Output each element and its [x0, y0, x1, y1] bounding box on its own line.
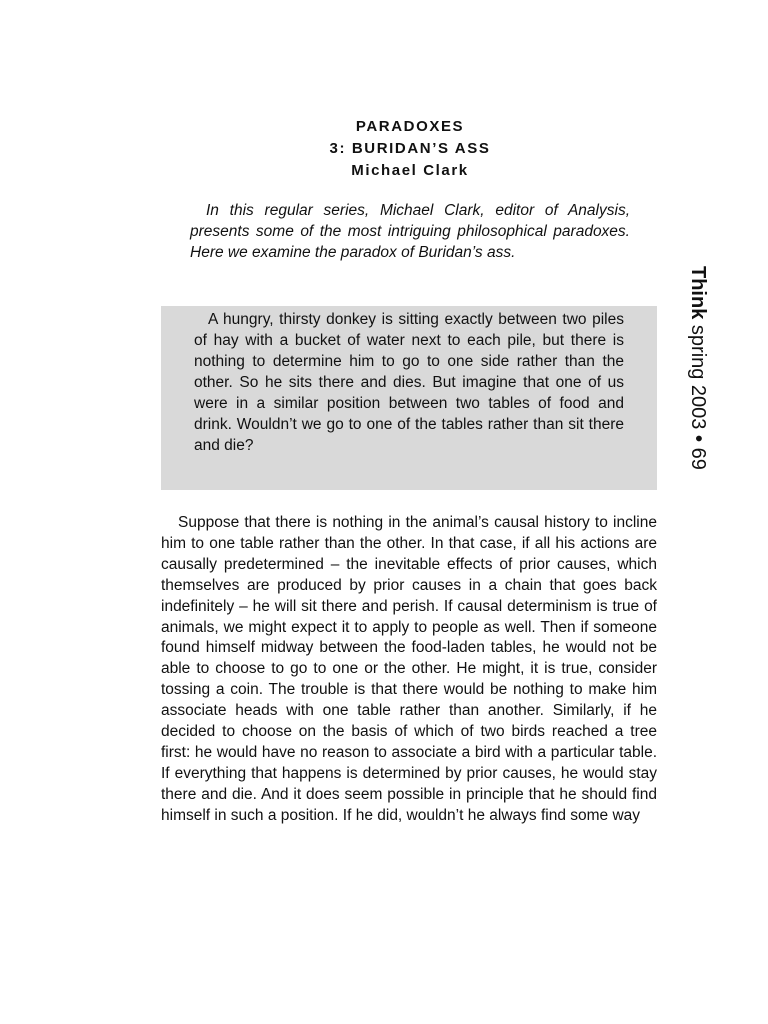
paradox-box: [161, 306, 657, 490]
running-head: [686, 266, 710, 470]
journal-name: Think: [687, 266, 709, 320]
page-number: 69: [687, 447, 709, 470]
intro-paragraph: In this regular series, Michael Clark, editor of Analysis, presents some of the most intriguing philosophical paradoxes. Here we examine the paradox of Buridan’s ass.: [190, 202, 630, 261]
issue-label: spring 2003: [687, 324, 709, 430]
author-name: Michael Clark: [351, 162, 469, 179]
separator-bullet: •: [687, 435, 709, 443]
article-header: [160, 116, 660, 182]
body-paragraph: Suppose that there is nothing in the animal’s causal history to incline him to one table rather than the other. In that case, if all his actions are causally predetermined – the inevitable effects of prior causes, which themselves are produced by prior causes in a chain that goes back indefinitely – he will sit there and perish. If causal determinism is true of animals, we might expect it to apply to people as well. Then if someone found himself midway between the food-laden tables, he would not be able to choose to go to one or the other. He might, it is true, consider tossing a coin. The trouble is that there would be nothing to make him associate heads with one table rather than another. Similarly, if he decided to choose on the basis of which of two birds reached a tree first: he would have no reason to associate a bird with a particular table. If everything that happens is determined by prior causes, he would stay there and die. And it does seem possible in principle that he should find himself in such a position. If he did, wouldn’t he always find some way: [161, 514, 657, 824]
paradox-statement: A hungry, thirsty donkey is sitting exactly between two piles of hay with a bucket of water next to each pile, but there is nothing to determine him to go to one side rather than the other. So he sits there and dies. But imagine that one of us were in a similar position between two tables of food and drink. Wouldn’t we go to one of the tables rather than sit there and die?: [194, 311, 624, 454]
article-title: 3: BURIDAN’S ASS: [329, 140, 491, 157]
series-title: PARADOXES: [355, 118, 465, 135]
